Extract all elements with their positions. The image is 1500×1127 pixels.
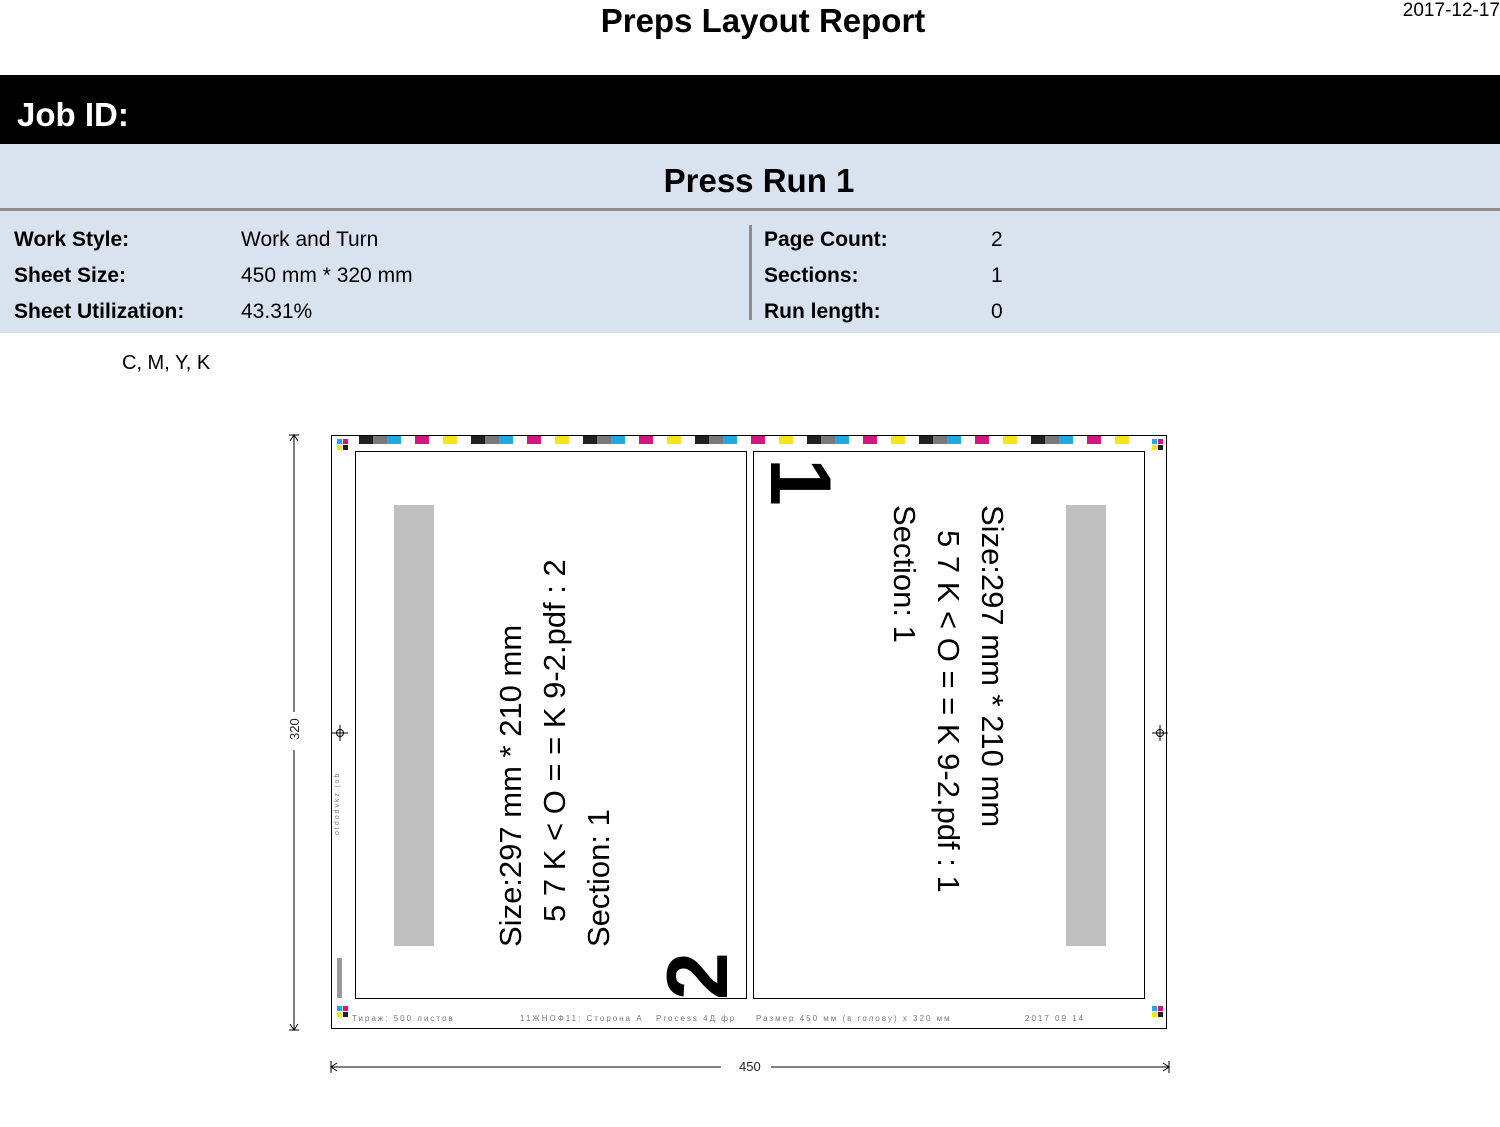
color-patch xyxy=(1003,436,1017,444)
color-patch xyxy=(1115,436,1129,444)
color-patch xyxy=(933,436,947,444)
color-patch xyxy=(751,436,765,444)
page-2-section: Section: 1 xyxy=(581,809,616,947)
color-patch xyxy=(975,436,989,444)
color-patch xyxy=(499,436,513,444)
slug-print-run: Тираж: 500 листов xyxy=(352,1014,455,1023)
color-patch xyxy=(611,436,625,444)
color-patch xyxy=(723,436,737,444)
sheet-size-value: 450 mm * 320 mm xyxy=(241,264,413,287)
color-patch xyxy=(1087,436,1101,444)
page-1-size: Size:297 mm * 210 mm xyxy=(975,505,1010,828)
page-count-label: Page Count: xyxy=(764,228,888,251)
color-patch xyxy=(1045,436,1059,444)
color-patch xyxy=(597,436,611,444)
color-patch xyxy=(667,436,681,444)
color-patch xyxy=(1101,436,1115,444)
color-patch xyxy=(387,436,401,444)
registration-mark-icon xyxy=(1151,438,1165,452)
page-2-size: Size:297 mm * 210 mm xyxy=(493,624,528,947)
crosshair-mark-icon xyxy=(1152,725,1168,741)
color-patch xyxy=(877,436,891,444)
page-count-value: 2 xyxy=(991,228,1003,251)
color-patch xyxy=(709,436,723,444)
report-date: 2017-12-17 xyxy=(1402,0,1500,21)
color-patch xyxy=(555,436,569,444)
color-patch xyxy=(807,436,821,444)
page-2-number: 2 xyxy=(650,952,746,1000)
color-patch xyxy=(961,436,975,444)
color-patch xyxy=(401,436,415,444)
color-patch xyxy=(765,436,779,444)
report-title: Preps Layout Report xyxy=(600,2,926,39)
color-patch xyxy=(835,436,849,444)
color-patch xyxy=(1017,436,1031,444)
color-patch xyxy=(1073,436,1087,444)
color-patch xyxy=(891,436,905,444)
color-patch xyxy=(485,436,499,444)
color-patch xyxy=(653,436,667,444)
color-patch xyxy=(457,436,471,444)
color-patch xyxy=(1059,436,1073,444)
info-divider xyxy=(749,225,752,320)
color-patch xyxy=(1129,436,1143,444)
registration-mark-icon xyxy=(336,1005,350,1019)
job-id-label: Job ID: xyxy=(17,96,129,133)
color-patch xyxy=(737,436,751,444)
page-1-file: 5 7 K < O = = K 9-2.pdf : 1 xyxy=(931,530,966,893)
press-run-bar xyxy=(0,144,1500,211)
run-length-label: Run length: xyxy=(764,300,881,323)
color-patch xyxy=(513,436,527,444)
color-control-strip xyxy=(333,436,1165,444)
crosshair-mark-icon xyxy=(332,725,348,741)
sheet-size-label: Sheet Size: xyxy=(14,264,127,287)
color-patch xyxy=(695,436,709,444)
work-style-label: Work Style: xyxy=(14,228,130,251)
color-patch xyxy=(989,436,1003,444)
color-patch xyxy=(919,436,933,444)
color-patch xyxy=(821,436,835,444)
job-id-bar xyxy=(0,75,1500,144)
color-patch xyxy=(849,436,863,444)
color-patch xyxy=(863,436,877,444)
sections-label: Sections: xyxy=(764,264,859,287)
slug-date: 2017 09 14 xyxy=(1025,1014,1086,1023)
color-patch xyxy=(1031,436,1045,444)
color-patch xyxy=(793,436,807,444)
color-patch xyxy=(541,436,555,444)
registration-mark-icon xyxy=(1151,1005,1165,1019)
color-patch xyxy=(443,436,457,444)
run-length-value: 0 xyxy=(991,300,1003,323)
page-1-binding-bar xyxy=(1066,505,1106,946)
color-patch xyxy=(625,436,639,444)
side-slug-bar xyxy=(337,958,342,998)
color-patch xyxy=(583,436,597,444)
sheet-utilization-label: Sheet Utilization: xyxy=(14,300,185,323)
page-1-section: Section: 1 xyxy=(887,505,922,643)
width-dimension-label: 450 xyxy=(733,1059,767,1074)
page-1-number: 1 xyxy=(752,458,848,506)
color-patch xyxy=(681,436,695,444)
side-slug-text: otdodvkz.job xyxy=(334,771,341,835)
color-patch xyxy=(471,436,485,444)
ink-list: C, M, Y, K xyxy=(122,352,211,374)
color-patch xyxy=(947,436,961,444)
color-patch xyxy=(569,436,583,444)
registration-mark-icon xyxy=(336,438,350,452)
page-2-binding-bar xyxy=(394,505,434,946)
color-patch xyxy=(905,436,919,444)
color-patch xyxy=(639,436,653,444)
sheet-utilization-value: 43.31% xyxy=(241,300,313,323)
color-patch xyxy=(527,436,541,444)
page-2-file: 5 7 K < O = = K 9-2.pdf : 2 xyxy=(537,559,572,922)
sections-value: 1 xyxy=(991,264,1003,287)
color-patch xyxy=(429,436,443,444)
color-patch xyxy=(359,436,373,444)
slug-process: Process 4Д фр xyxy=(656,1014,737,1023)
press-run-title: Press Run 1 xyxy=(663,162,855,199)
color-patch xyxy=(415,436,429,444)
height-dimension-label: 320 xyxy=(287,712,302,746)
work-style-value: Work and Turn xyxy=(241,228,379,251)
color-patch xyxy=(373,436,387,444)
color-patch xyxy=(779,436,793,444)
slug-side: 11ЖНОФ11: Сторона А xyxy=(520,1014,644,1023)
slug-size: Размер 450 мм (в голову) х 320 мм xyxy=(756,1014,952,1023)
